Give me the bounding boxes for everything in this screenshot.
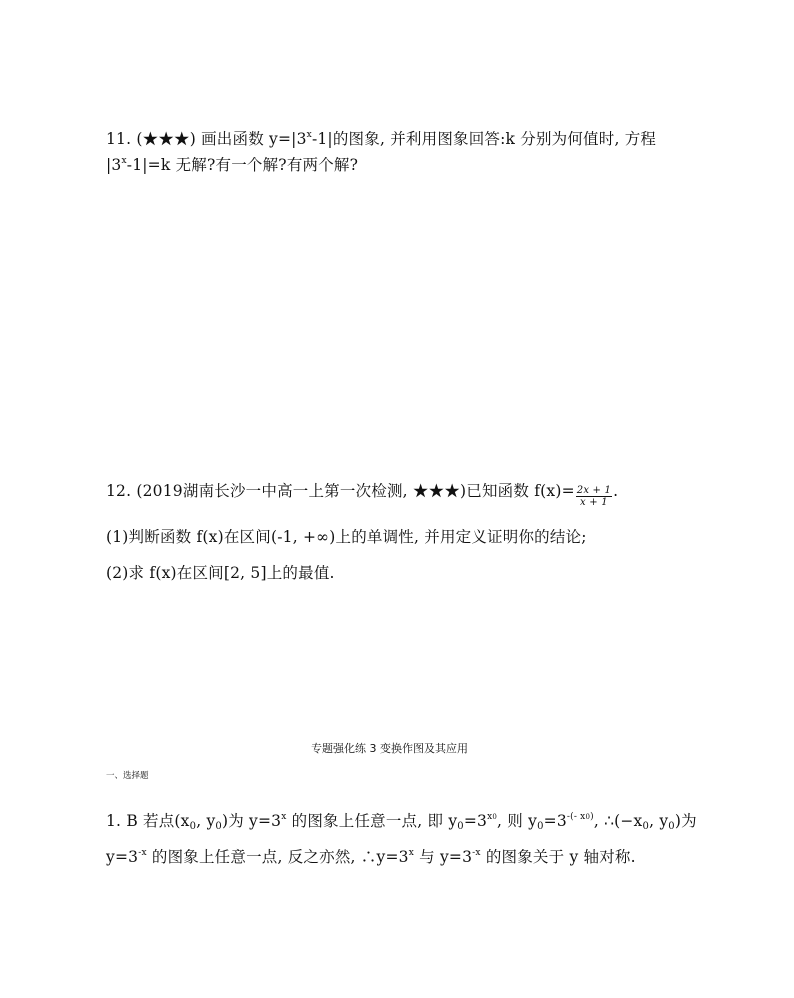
a1-sup: x <box>408 848 414 858</box>
a1-sup-close: ) <box>590 812 594 822</box>
question-11-line-1 <box>106 124 656 150</box>
fraction-denominator: x + 1 <box>580 497 608 508</box>
a1-sub: 0 <box>189 821 197 832</box>
a1-text: 的图象上任意一点, 即 y <box>286 812 458 830</box>
a1-sub: 0 <box>457 821 464 832</box>
q11-text-c: |3 <box>106 156 122 174</box>
a1-text: 与 y=3 <box>413 848 473 866</box>
question-12-part-1: (1)判断函数 f(x)在区间(-1, +∞)上的单调性, 并用定义证明你的结论; <box>106 528 587 546</box>
question-12-line-1 <box>106 480 618 508</box>
a1-sub: 0 <box>642 821 650 832</box>
a1-text: )为 y=3 <box>221 812 282 830</box>
a1-text: 的图象上任意一点, 反之亦然, ∴y=3 <box>146 848 409 866</box>
q11-exponent: x <box>306 130 312 140</box>
a1-sup-sub: 0 <box>585 813 591 821</box>
answer-1-line-1 <box>106 806 697 838</box>
answer-heading: 专题强化练 3 变换作图及其应用 <box>311 742 468 755</box>
section-label: 一、选择题 <box>106 771 149 781</box>
q11-text-a: 11. (★★★) 画出函数 y=|3 <box>106 130 307 148</box>
q11-text-d: -1|=k 无解?有一个解?有两个解? <box>126 156 359 174</box>
a1-sup <box>487 812 497 822</box>
a1-sub: 0 <box>215 821 222 832</box>
a1-text: , ∴(−x <box>593 812 643 830</box>
a1-text: y=3 <box>106 848 139 866</box>
a1-text: =3 <box>543 812 567 830</box>
fraction-numerator: 2x + 1 <box>576 485 612 496</box>
a1-sub: 0 <box>668 821 675 832</box>
a1-text: 的图象关于 y 轴对称. <box>480 848 636 866</box>
q12-period: . <box>613 482 619 500</box>
a1-text: 1. B 若点(x <box>106 812 190 830</box>
a1-sup-x: -(- x <box>566 812 586 822</box>
a1-sup-x: x <box>487 812 493 822</box>
question-12-part-2: (2)求 f(x)在区间[2, 5]上的最值. <box>106 564 335 582</box>
question-11-line-2 <box>106 150 358 176</box>
a1-sub: 0 <box>537 821 544 832</box>
q11-exponent-2: x <box>121 156 127 166</box>
a1-sup: -x <box>138 848 147 858</box>
a1-sup: -x <box>472 848 481 858</box>
a1-text: , y <box>649 812 669 830</box>
answer-1-line-2 <box>106 842 636 868</box>
a1-text: )为 <box>674 812 697 830</box>
q12-text-a: 12. (2019湖南长沙一中高一上第一次检测, ★★★)已知函数 f(x)= <box>106 482 575 500</box>
a1-sup-sub: 0 <box>492 813 498 821</box>
a1-sup <box>567 812 594 822</box>
a1-sup: x <box>281 812 287 822</box>
a1-text: =3 <box>463 812 488 830</box>
a1-text: , y <box>196 812 216 830</box>
a1-text: , 则 y <box>497 812 538 830</box>
q11-text-b: -1|的图象, 并利用图象回答:k 分别为何值时, 方程 <box>311 130 657 148</box>
fraction <box>576 485 612 508</box>
